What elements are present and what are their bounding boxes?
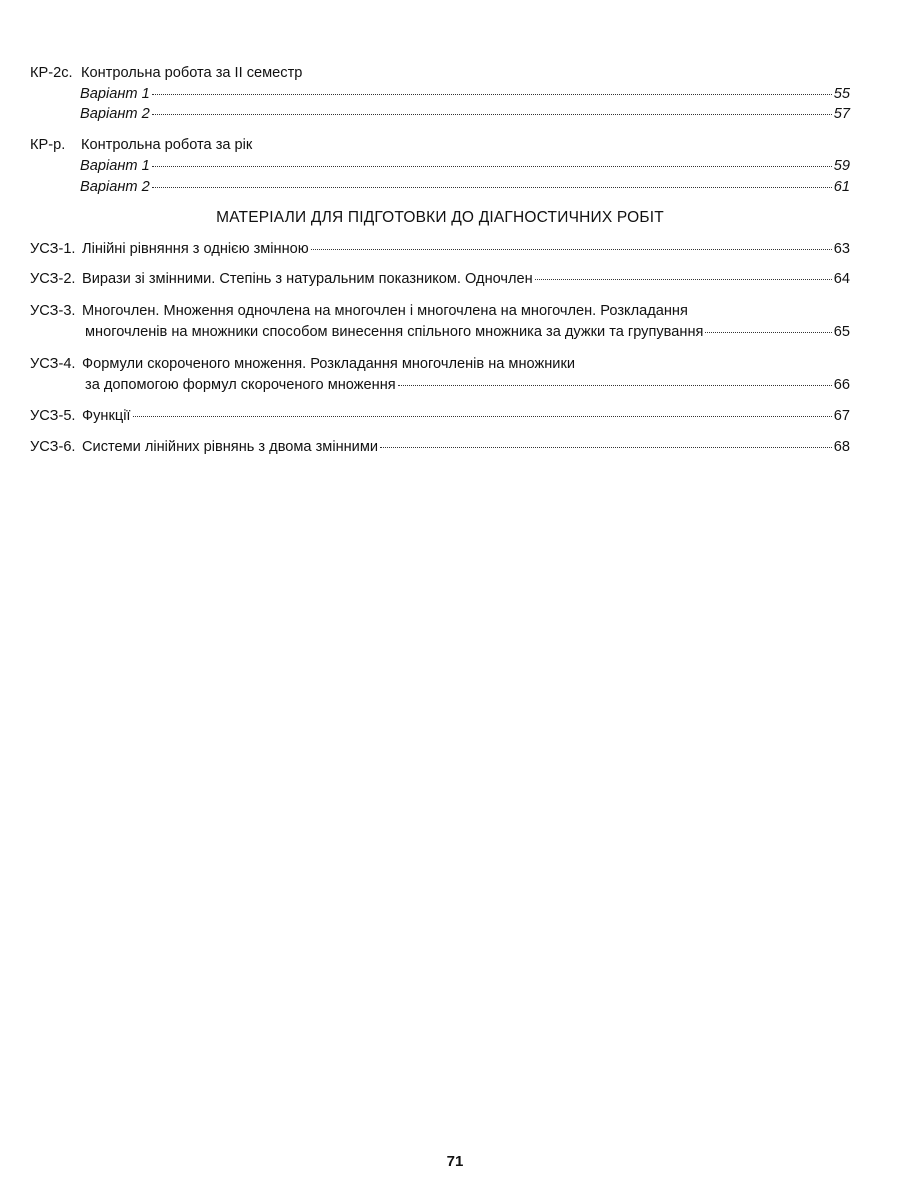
toc-entry-usz-3[interactable] <box>30 302 850 320</box>
page-ref: 68 <box>833 439 850 455</box>
variant-label: Варіант 2 <box>80 179 150 195</box>
dot-leader <box>133 415 832 417</box>
page-ref: 61 <box>833 179 850 195</box>
entry-title: Функції <box>82 408 131 424</box>
page-ref: 63 <box>833 241 850 257</box>
variant-label: Варіант 2 <box>80 106 150 122</box>
dot-leader <box>152 186 832 188</box>
page-ref: 59 <box>833 158 850 174</box>
section-code: КР-р. <box>30 137 66 153</box>
toc-section-krr <box>30 136 850 154</box>
dot-leader <box>398 384 832 386</box>
dot-leader <box>705 331 831 333</box>
toc-entry-usz-1[interactable] <box>30 240 850 258</box>
dot-leader <box>152 93 832 95</box>
section-code: КР-2с. <box>30 65 73 81</box>
entry-title-continued: за допомогою формул скороченого множення <box>85 377 396 393</box>
page-ref: 64 <box>833 271 850 287</box>
variant-label: Варіант 1 <box>80 158 150 174</box>
dot-leader <box>152 165 832 167</box>
variant-label: Варіант 1 <box>80 86 150 102</box>
page-ref: 57 <box>833 106 850 122</box>
entry-code: УСЗ-6. <box>30 439 76 455</box>
section-title: Контрольна робота за ІІ семестр <box>81 65 303 81</box>
section-heading: МАТЕРІАЛИ ДЛЯ ПІДГОТОВКИ ДО ДІАГНОСТИЧНИХ РОБІТ <box>216 209 664 226</box>
entry-code: УСЗ-4. <box>30 356 76 372</box>
entry-title: Лінійні рівняння з однією змінною <box>82 241 309 257</box>
page-ref: 55 <box>833 86 850 102</box>
dot-leader <box>380 446 832 448</box>
entry-title: Многочлен. Множення одночлена на многочлен і многочлена на многочлен. Розкладання <box>82 303 688 319</box>
page-ref: 65 <box>833 324 850 340</box>
toc-entry-usz-4[interactable] <box>30 355 850 373</box>
entry-code: УСЗ-5. <box>30 408 76 424</box>
entry-title-continued: многочленів на множники способом винесення спільного множника за дужки та групування <box>85 324 704 340</box>
toc-section-kr2c <box>30 64 850 82</box>
entry-code: УСЗ-1. <box>30 241 76 257</box>
entry-title: Вирази зі змінними. Степінь з натуральним показником. Одночлен <box>82 271 533 287</box>
page-number: 71 <box>446 1153 464 1170</box>
toc-entry-kr2c-variant-1[interactable] <box>80 85 850 103</box>
entry-title: Формули скороченого множення. Розкладання многочленів на множники <box>82 356 575 372</box>
toc-entry-krr-variant-2[interactable] <box>80 178 850 196</box>
page-ref: 67 <box>833 408 850 424</box>
toc-entry-usz-3-continued[interactable] <box>85 323 850 341</box>
section-title: Контрольна робота за рік <box>81 137 253 153</box>
entry-title: Системи лінійних рівнянь з двома змінними <box>82 439 379 455</box>
dot-leader <box>152 113 832 115</box>
dot-leader <box>311 248 832 250</box>
entry-code: УСЗ-2. <box>30 271 76 287</box>
page-ref: 66 <box>833 377 850 393</box>
entry-code: УСЗ-3. <box>30 303 76 319</box>
toc-entry-kr2c-variant-2[interactable] <box>80 105 850 123</box>
toc-entry-usz-4-continued[interactable] <box>85 376 850 394</box>
dot-leader <box>535 278 832 280</box>
toc-entry-usz-6[interactable] <box>30 438 850 456</box>
toc-entry-usz-2[interactable] <box>30 270 850 288</box>
toc-entry-krr-variant-1[interactable] <box>80 157 850 175</box>
toc-entry-usz-5[interactable] <box>30 407 850 425</box>
